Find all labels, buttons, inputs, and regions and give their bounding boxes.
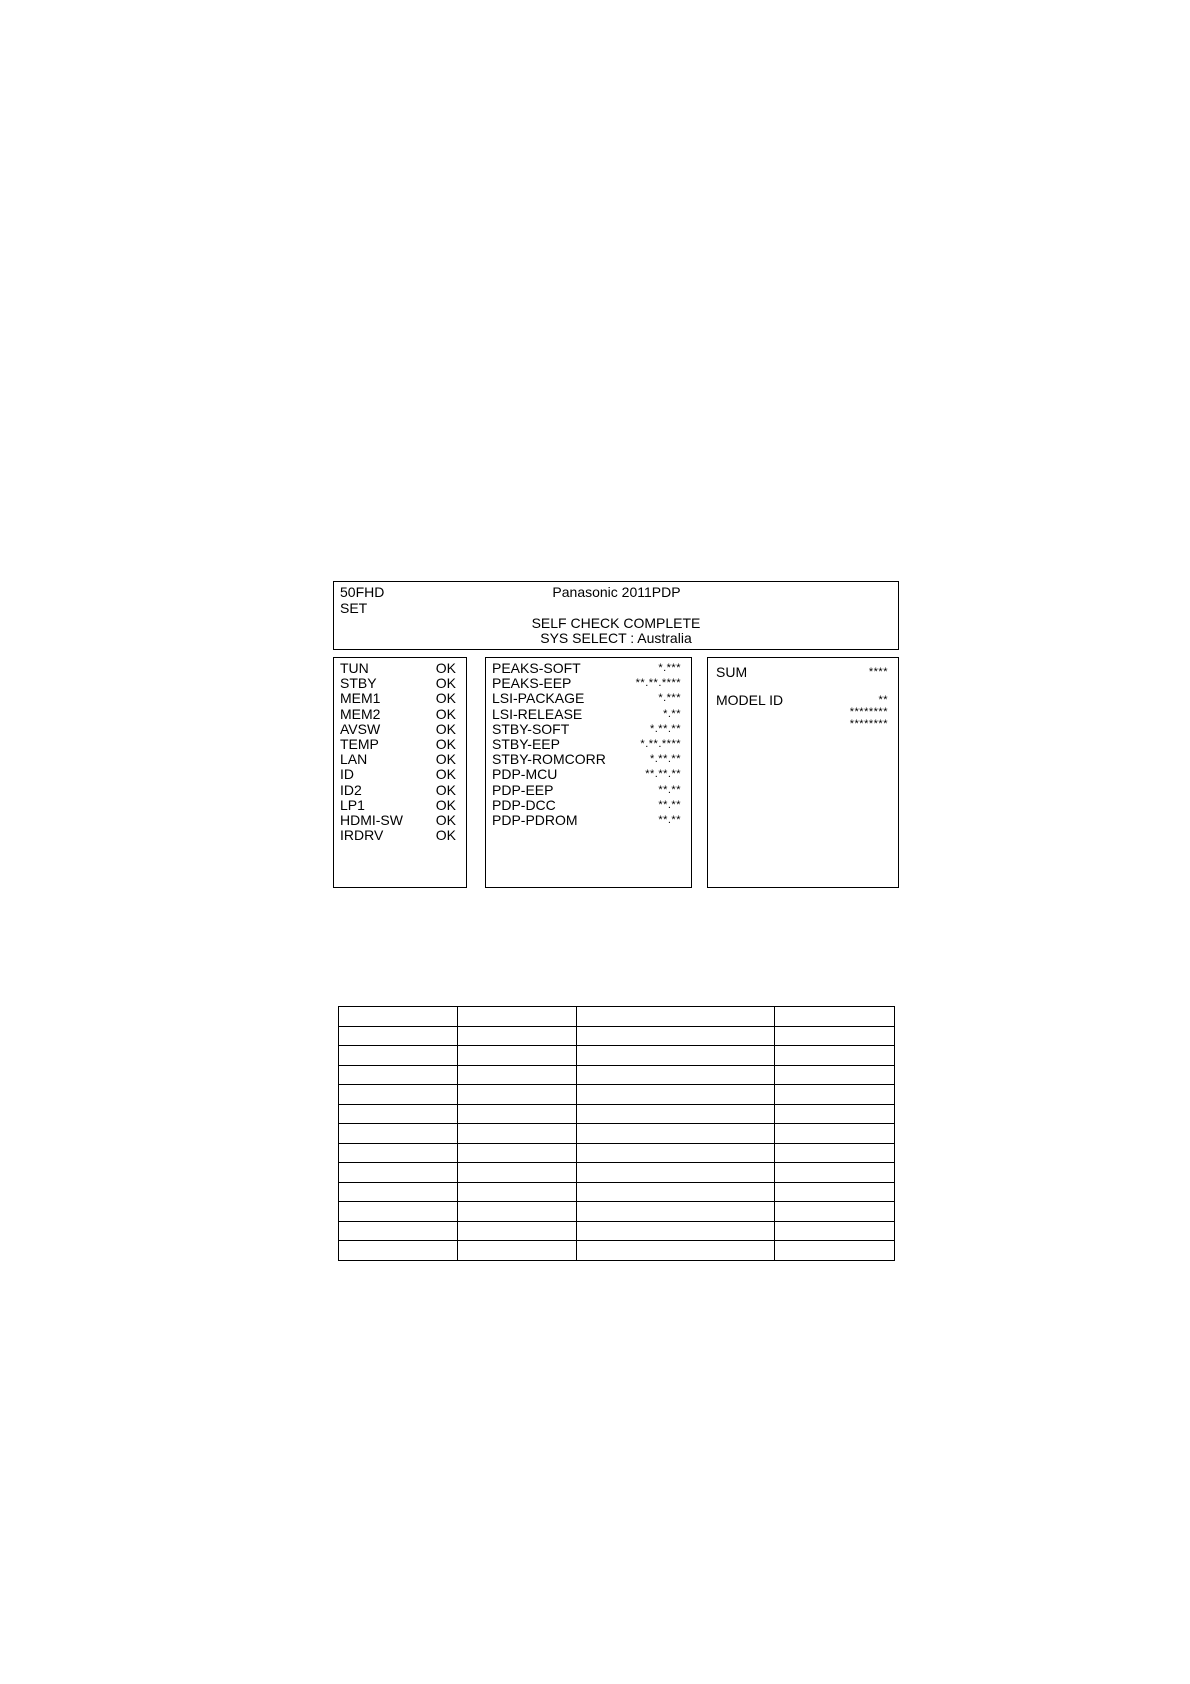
check-row: [334, 661, 466, 676]
check-name: STBY: [340, 675, 377, 692]
version-name: PEAKS-SOFT: [492, 660, 581, 676]
check-result: OK: [435, 812, 456, 828]
version-name: PDP-EEP: [492, 781, 554, 798]
check-row: [334, 707, 466, 722]
check-name: LP1: [340, 796, 365, 813]
version-name: STBY-ROMCORR: [492, 751, 606, 768]
version-value: **.**: [658, 798, 681, 811]
table-cell: [576, 1046, 775, 1066]
check-result: OK: [435, 675, 456, 692]
table-row: [339, 1202, 895, 1222]
table-cell: [576, 1202, 775, 1222]
table-cell: [339, 1104, 458, 1124]
table-cell: [339, 1241, 458, 1261]
table-cell: [457, 1085, 576, 1105]
table-cell: [457, 1202, 576, 1222]
version-row: [486, 783, 691, 798]
model-id-line2: ********: [849, 706, 888, 718]
version-name: PDP-MCU: [492, 766, 558, 783]
version-row: [486, 798, 691, 813]
version-value: **.**.**: [645, 768, 681, 781]
check-result: OK: [435, 827, 456, 844]
check-name: TUN: [340, 660, 369, 676]
table-cell: [339, 1085, 458, 1105]
table-cell: [576, 1065, 775, 1085]
version-value: *.**.**: [649, 753, 681, 766]
table-cell: [576, 1241, 775, 1261]
table-cell: [775, 1026, 895, 1046]
table-row: [339, 1026, 895, 1046]
table-cell: [576, 1026, 775, 1046]
table-cell: [576, 1104, 775, 1124]
table-cell: [339, 1163, 458, 1183]
version-value: **.**.****: [635, 677, 681, 690]
table-cell: [775, 1065, 895, 1085]
check-name: HDMI-SW: [340, 812, 403, 828]
table-row: [339, 1163, 895, 1183]
check-row: [334, 767, 466, 782]
summary-panel: [707, 657, 899, 888]
mode-label: SET: [340, 600, 368, 616]
version-row: [486, 707, 691, 722]
table-cell: [775, 1085, 895, 1105]
table-row: [339, 1104, 895, 1124]
table-row: [339, 1241, 895, 1261]
table-row: [339, 1143, 895, 1163]
check-name: ID2: [340, 781, 362, 798]
table-cell: [775, 1221, 895, 1241]
check-results-panel: [333, 657, 467, 888]
blank-record-table: [338, 1006, 895, 1261]
table-cell: [457, 1026, 576, 1046]
sys-select-label: SYS SELECT : Australia: [540, 630, 692, 646]
version-name: PDP-DCC: [492, 796, 556, 813]
table-cell: [775, 1182, 895, 1202]
version-name: PEAKS-EEP: [492, 675, 572, 692]
check-name: ID: [340, 766, 354, 783]
check-result: OK: [435, 796, 456, 813]
check-name: IRDRV: [340, 827, 384, 844]
table-cell: [457, 1182, 576, 1202]
table-row: [339, 1007, 895, 1027]
version-row: [486, 813, 691, 828]
check-result: OK: [435, 766, 456, 783]
check-row: [334, 828, 466, 843]
table-cell: [339, 1221, 458, 1241]
table-cell: [775, 1143, 895, 1163]
version-value: **.**: [658, 783, 681, 796]
table-cell: [457, 1007, 576, 1027]
table-cell: [775, 1046, 895, 1066]
table-cell: [576, 1143, 775, 1163]
version-name: STBY-EEP: [492, 736, 560, 752]
check-name: AVSW: [340, 720, 381, 737]
version-value: *.**.**: [649, 722, 681, 735]
table-cell: [775, 1104, 895, 1124]
table-cell: [457, 1163, 576, 1183]
version-name: PDP-PDROM: [492, 812, 578, 828]
table-cell: [339, 1182, 458, 1202]
model-id-value: **: [878, 694, 888, 706]
table-cell: [457, 1065, 576, 1085]
check-result: OK: [435, 705, 456, 722]
version-row: [486, 752, 691, 767]
check-name: MEM2: [340, 705, 381, 722]
table-cell: [339, 1202, 458, 1222]
blank-record-table-body: [339, 1007, 895, 1261]
check-result: OK: [435, 660, 456, 676]
table-row: [339, 1065, 895, 1085]
table-row: [339, 1046, 895, 1066]
version-value: *.***: [658, 662, 681, 674]
check-name: TEMP: [340, 736, 379, 752]
check-row: [334, 752, 466, 767]
table-row: [339, 1085, 895, 1105]
table-cell: [775, 1007, 895, 1027]
version-value: *.**.****: [640, 738, 681, 750]
check-name: MEM1: [340, 690, 381, 707]
model-id-line3: ********: [849, 718, 888, 730]
model-label: 50FHD: [340, 584, 385, 600]
table-cell: [339, 1046, 458, 1066]
version-value: *.***: [658, 692, 681, 705]
table-cell: [339, 1026, 458, 1046]
version-row: [486, 737, 691, 752]
status-message: SELF CHECK COMPLETE: [531, 615, 701, 631]
table-cell: [576, 1163, 775, 1183]
check-result: OK: [435, 781, 456, 798]
table-cell: [775, 1124, 895, 1144]
table-cell: [457, 1124, 576, 1144]
sum-value: ****: [868, 666, 888, 678]
table-cell: [457, 1221, 576, 1241]
table-cell: [576, 1221, 775, 1241]
table-cell: [576, 1085, 775, 1105]
check-row: [334, 783, 466, 798]
check-row: [334, 676, 466, 691]
check-name: LAN: [340, 751, 368, 768]
table-cell: [576, 1007, 775, 1027]
table-cell: [457, 1241, 576, 1261]
self-check-header-panel: [333, 581, 899, 650]
model-id-label: MODEL ID: [716, 692, 784, 708]
check-row: [334, 798, 466, 813]
table-cell: [576, 1182, 775, 1202]
check-row: [334, 737, 466, 752]
version-row: [486, 722, 691, 737]
table-cell: [457, 1143, 576, 1163]
table-cell: [576, 1124, 775, 1144]
table-cell: [775, 1163, 895, 1183]
version-row: [486, 676, 691, 691]
table-cell: [775, 1241, 895, 1261]
table-cell: [339, 1143, 458, 1163]
table-cell: [775, 1202, 895, 1222]
version-name: STBY-SOFT: [492, 720, 570, 737]
version-name: LSI-RELEASE: [492, 705, 583, 722]
version-row: [486, 691, 691, 706]
table-row: [339, 1182, 895, 1202]
brand-title: Panasonic 2011PDP: [552, 584, 681, 600]
table-cell: [339, 1007, 458, 1027]
table-cell: [339, 1124, 458, 1144]
check-row: [334, 691, 466, 706]
check-result: OK: [435, 720, 456, 737]
check-result: OK: [435, 751, 456, 768]
table-cell: [457, 1104, 576, 1124]
version-value: **.**: [658, 814, 681, 826]
version-row: [486, 767, 691, 782]
check-row: [334, 813, 466, 828]
check-result: OK: [435, 690, 456, 707]
table-row: [339, 1221, 895, 1241]
version-name: LSI-PACKAGE: [492, 690, 585, 707]
version-value: *.**: [663, 707, 681, 720]
table-cell: [339, 1065, 458, 1085]
sum-label: SUM: [716, 664, 748, 680]
software-versions-panel: [485, 657, 692, 888]
version-row: [486, 661, 691, 676]
table-row: [339, 1124, 895, 1144]
check-row: [334, 722, 466, 737]
table-cell: [457, 1046, 576, 1066]
check-result: OK: [435, 736, 456, 752]
